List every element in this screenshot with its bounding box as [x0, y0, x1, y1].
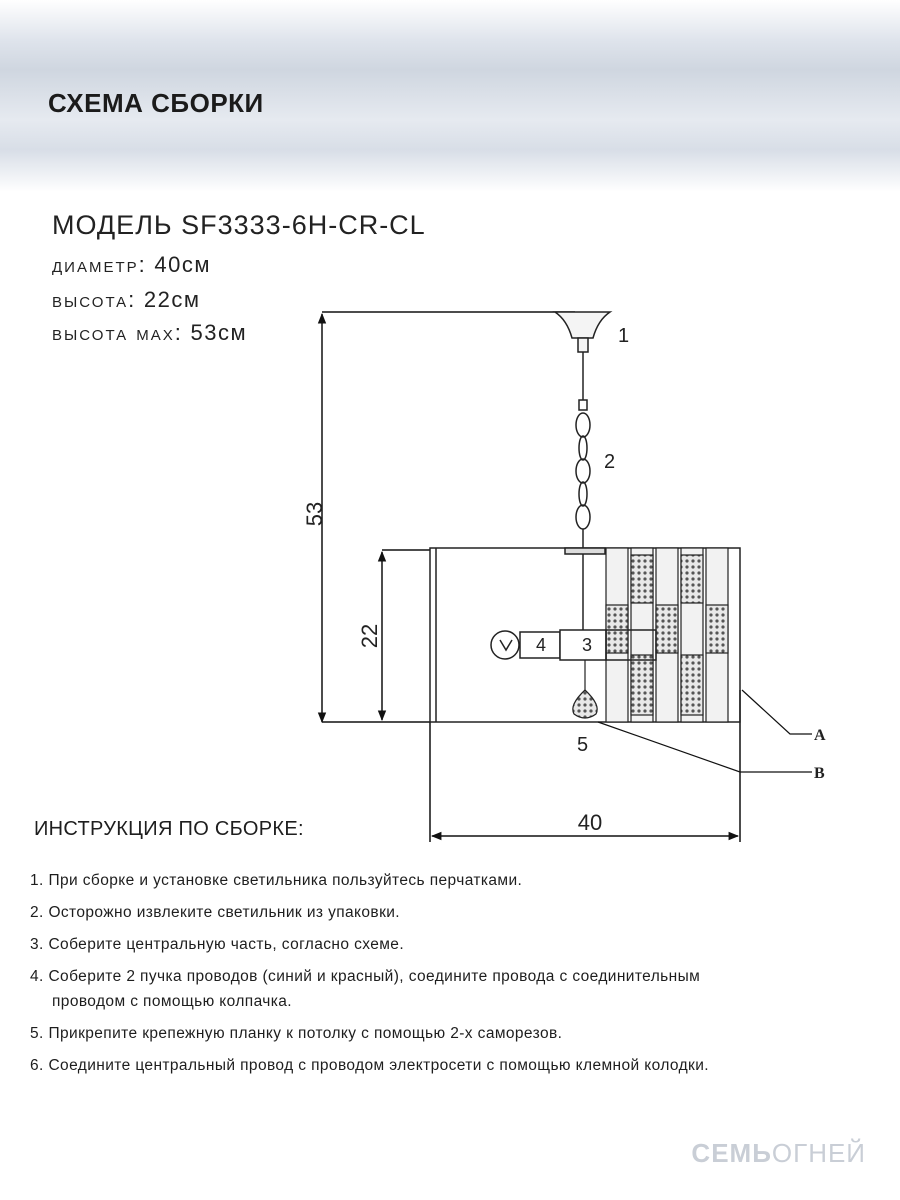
spec-height-value: 22см: [143, 287, 201, 312]
instruction-item: [30, 1021, 890, 1046]
dim-diameter-label: 40: [577, 810, 603, 835]
brand-logo-rest: ОГНЕЙ: [771, 1138, 866, 1168]
instructions-list: [30, 868, 890, 1085]
chain: [576, 352, 590, 550]
instruction-number: 5.: [30, 1025, 44, 1042]
canopy: [555, 312, 610, 352]
instruction-number: 6.: [30, 1057, 44, 1074]
spec-height-label: высота:: [52, 287, 137, 312]
spec-height-max-value: 53см: [190, 320, 248, 345]
pendant-crystal: [573, 660, 597, 718]
instruction-item: [30, 868, 890, 893]
part-label-1: 1: [618, 325, 630, 347]
dim-body-height-label: 22: [357, 623, 382, 649]
instruction-number: 2.: [30, 904, 44, 921]
spec-diameter-label: диаметр:: [52, 252, 147, 277]
brand-logo-bold: СЕМЬ: [691, 1138, 772, 1168]
crystal-panel: [606, 548, 728, 722]
callout-lines: [598, 690, 812, 772]
instruction-text-continuation: проводом с помощью колпачка.: [52, 993, 292, 1010]
dim-total-height-label: 53: [302, 501, 327, 527]
model-name: МОДЕЛЬ SF3333-6H-CR-CL: [52, 210, 426, 240]
instruction-number: 4.: [30, 968, 44, 985]
instruction-item: [30, 1053, 890, 1078]
instruction-text: Осторожно извлеките светильник из упаковки.: [48, 904, 401, 921]
instruction-text: Соедините центральный провод с проводом электросети с помощью клемной колодки.: [48, 1057, 710, 1074]
spec-height-max-label: высота max:: [52, 320, 183, 345]
instructions-title: ИНСТРУКЦИЯ ПО СБОРКЕ:: [34, 818, 304, 840]
letter-label-b: B: [814, 765, 825, 782]
instruction-text: Прикрепите крепежную планку к потолку с помощью 2-х саморезов.: [48, 1025, 563, 1042]
page-title: СХЕМА СБОРКИ: [48, 88, 264, 118]
spec-diameter-value: 40см: [154, 252, 211, 277]
instruction-number: 1.: [30, 872, 44, 889]
letter-label-a: A: [814, 727, 826, 744]
part-label-2: 2: [604, 451, 616, 473]
part-label-5: 5: [577, 734, 589, 756]
brand-logo: [691, 1138, 866, 1169]
instruction-number: 3.: [30, 936, 44, 953]
part-label-4: 4: [536, 635, 547, 655]
instruction-item: [30, 932, 890, 957]
instruction-text: Соберите 2 пучка проводов (синий и красный), соедините провода с соединительным: [48, 968, 701, 985]
instruction-text: Соберите центральную часть, согласно схеме.: [48, 936, 405, 953]
instruction-item: [30, 964, 890, 1014]
dimension-total-height: [322, 312, 575, 722]
instruction-text: При сборке и установке светильника пользуйтесь перчатками.: [48, 872, 523, 889]
part-label-3: 3: [582, 635, 593, 655]
instruction-item: [30, 900, 890, 925]
